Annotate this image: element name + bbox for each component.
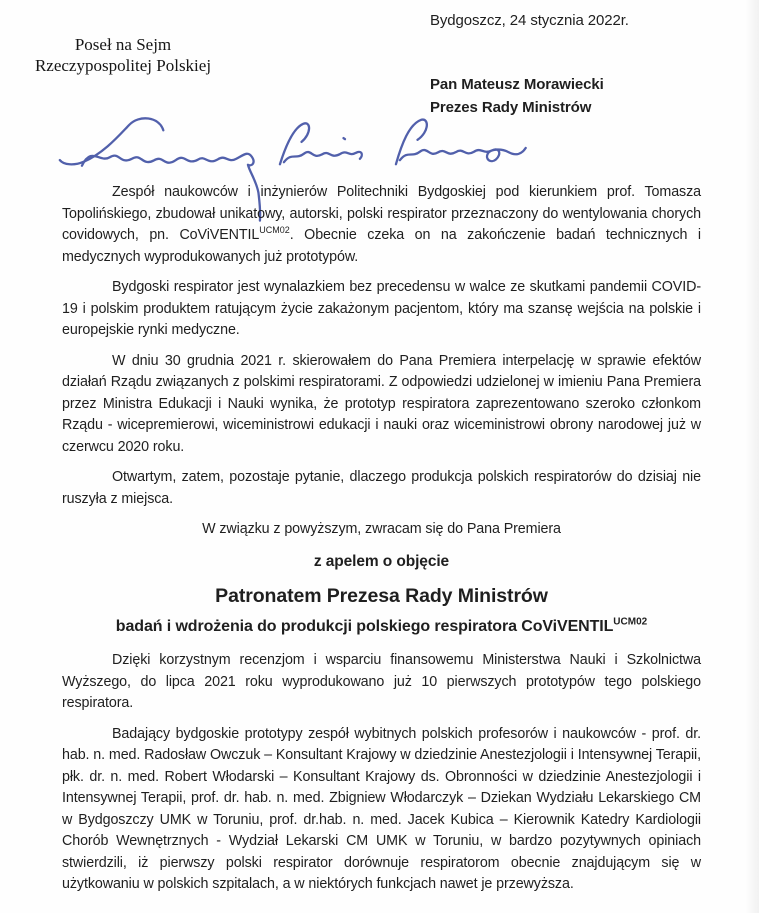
- paragraph-1: [62, 182, 701, 268]
- appeal-heading-small: z apelem o objęcie: [313, 552, 450, 570]
- sender-block: [14, 34, 232, 76]
- ink-stroke-panie-p: [279, 123, 309, 164]
- paragraph-4: Otwartym, zatem, pozostaje pytanie, dlaczego produkcja polskich respiratorów do dzisiaj nie ruszyła z miejsca.: [62, 469, 701, 507]
- paragraph-3: W dniu 30 grudnia 2021 r. skierowałem do Pana Premiera interpelację w sprawie efektów działań Rządu związanych z polskimi respiratorami. Z odpowiedzi udzielonej w imieniu Pana Premiera przez Ministra Edukacji i Nauki wynika, że prototyp respiratora zaprezentowano szeroko członkom Rządu - wicepremierowi, wiceministrowi edukacji i nauki oraz wiceministrowi obrony narodowej już w czerwcu 2020 roku.: [62, 352, 701, 455]
- scan-edge-shading: [745, 0, 759, 913]
- sender-title-line2: Rzeczypospolitej Polskiej: [34, 56, 212, 75]
- sender-title-line1: Poseł na Sejm: [74, 35, 172, 54]
- recipient-title: Prezes Rady Ministrów: [430, 99, 592, 116]
- paragraph-5: Dzięki korzystnym recenzjom i wsparciu finansowemu Ministerstwa Nauki i Szkolnictwa Wyższego, do lipca 2021 roku wyprodukowano już 10 pierwszych prototypów tego polskiego respiratora.: [62, 652, 701, 711]
- appeal-heading-large: Patronatem Prezesa Rady Ministrów: [215, 585, 548, 607]
- ink-stroke-premierze-body: [400, 148, 526, 163]
- product-superscript: UCM02: [259, 225, 290, 236]
- letter-body: [62, 182, 701, 913]
- ink-stroke-panie-body: [284, 151, 362, 162]
- ink-stroke-premierze-p: [395, 119, 427, 164]
- appeal-intro-line: W związku z powyższym, zwracam się do Pana Premiera: [202, 521, 561, 537]
- ink-stroke-panie-idot: [343, 138, 345, 139]
- ink-stroke-szanowny-s: [59, 118, 164, 165]
- paragraph-1-continuation: . Obecnie czeka on na zakończenie badań technicznych i medycznych wyprodukowanych już prototypów.: [62, 227, 701, 265]
- appeal-product-superscript: UCM02: [613, 616, 648, 628]
- place-and-date: Bydgoszcz, 24 stycznia 2022r.: [430, 12, 629, 29]
- paragraph-2: Bydgoski respirator jest wynalazkiem bez precedensu w walce ze skutkami pandemii COVID-19 i polskim produktem ratującym życie zakażonym pacjentom, który ma szansę wejścia na polskie i europejskie rynki medyczne.: [62, 279, 701, 338]
- paragraph-1-text: Zespół naukowców i inżynierów Politechniki Bydgoskiej pod kierunkiem prof. Tomasza Topolińskiego, zbudował unikatowy, autorski, polski respirator przeznaczony do wentylowania chorych covidowych, pn. CoViVENTIL: [62, 184, 701, 243]
- recipient-block: [430, 73, 604, 119]
- appeal-heading-product: [62, 615, 701, 638]
- recipient-name: Pan Mateusz Morawiecki: [430, 76, 604, 93]
- appeal-product-text: badań i wdrożenia do produkcji polskiego respiratora CoViVENTIL: [115, 618, 614, 635]
- paragraph-6: Badający bydgoskie prototypy zespół wybitnych polskich profesorów i naukowców - prof. dr. hab. n. med. Radosław Owczuk – Konsultant Krajowy w dziedzinie Anestezjologii i Intensywnej Terapii, płk. dr. n. med. Robert Włodarski – Konsultant Krajowy ds. Obronności w dziedzinie Anestezjologii i Intensywnej Terapii, prof. dr. hab. n. med. Zbigniew Włodarczyk – Dziekan Wydziału Lekarskiego CM w Bydgoszczy UMK w Toruniu, prof. dr.hab. n. med. Jacek Kubica – Kierownik Katedry Kardiologii Chorób Wewnętrznych - Wydział Lekarski CM UMK w Toruniu, w bardzo pozytywnych opiniach stwierdzili, iż pierwszy polski respirator dorównuje respiratorom obecnie znajdującym się w użytkowaniu w polskich szpitalach, a w niektórych funkcjach nawet je przewyższa.: [62, 725, 701, 892]
